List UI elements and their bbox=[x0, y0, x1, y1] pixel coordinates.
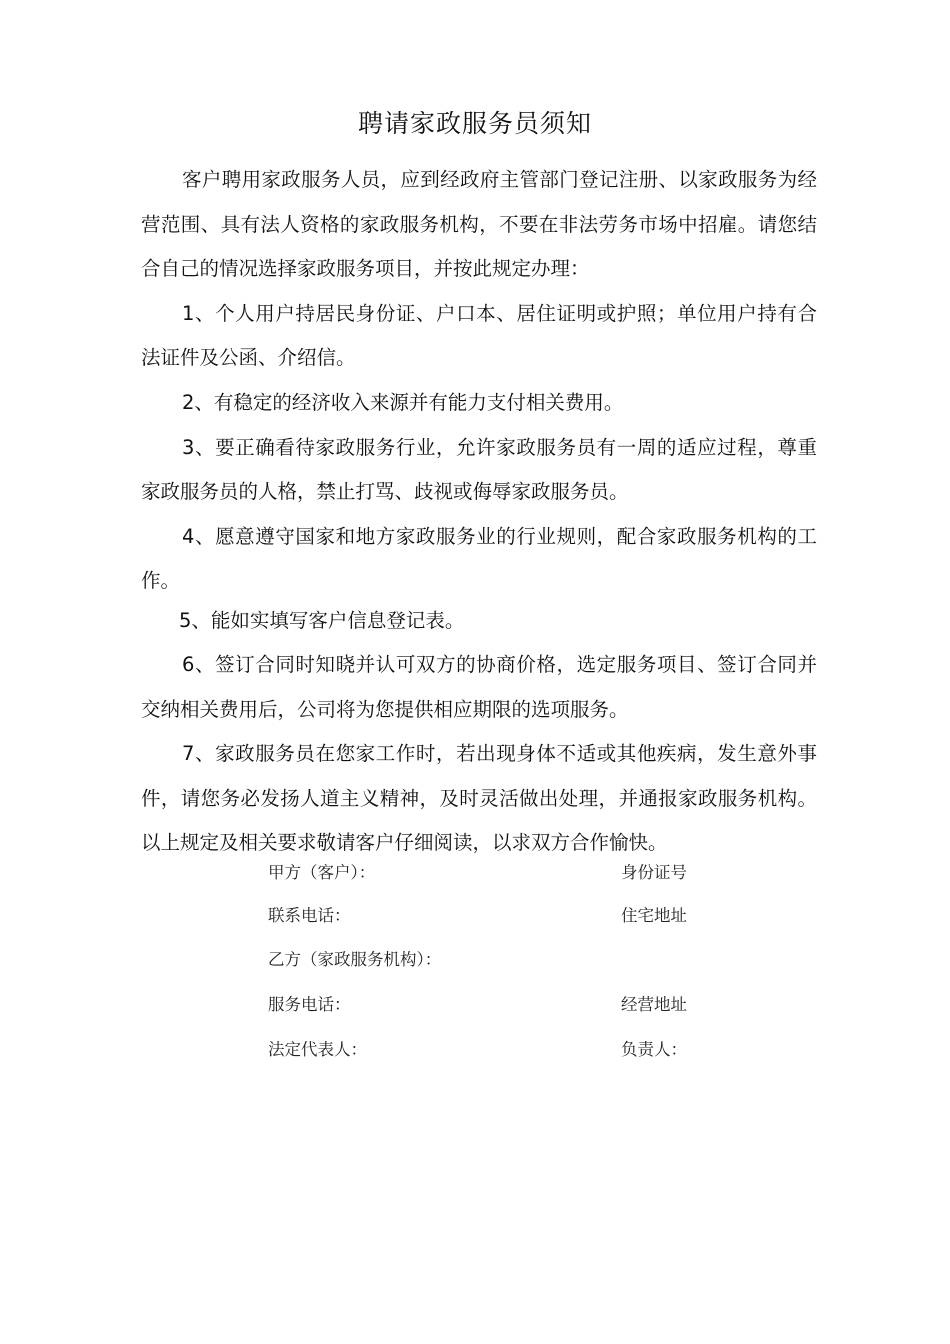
intro-paragraph: 客户聘用家政服务人员，应到经政府主管部门登记注册、以家政服务为经营范围、具有法人资格的家政服务机构，不要在非法劳务市场中招雇。请您结合自己的情况选择家政服务项目，并按此规定办理： bbox=[141, 168, 817, 281]
rule-item-5: 5、能如实填写客户信息登记表。 bbox=[179, 608, 465, 632]
party-b-label: 乙方（家政服务机构）： bbox=[268, 950, 442, 969]
person-in-charge-label: 负责人： bbox=[621, 1040, 687, 1059]
rule-item-4: 4、愿意遵守国家和地方家政服务业的行业规则，配合家政服务机构的工作。 bbox=[141, 524, 817, 593]
service-phone-label: 服务电话： bbox=[268, 995, 351, 1014]
id-number-label: 身份证号 bbox=[621, 863, 687, 882]
legal-representative-label: 法定代表人： bbox=[268, 1040, 367, 1059]
contact-phone-label: 联系电话： bbox=[268, 906, 351, 925]
party-a-label: 甲方（客户）： bbox=[268, 863, 376, 882]
business-address-label: 经营地址 bbox=[621, 995, 687, 1014]
rule-item-6: 6、签订合同时知晓并认可双方的协商价格，选定服务项目、签订合同并交纳相关费用后，公司将为您提供相应期限的选项服务。 bbox=[141, 652, 817, 721]
document-title: 聘请家政服务员须知 bbox=[357, 109, 592, 138]
home-address-label: 住宅地址 bbox=[621, 906, 687, 925]
rule-item-3: 3、要正确看待家政服务行业，允许家政服务员有一周的适应过程，尊重家政服务员的人格，禁止打骂、歧视或侮辱家政服务员。 bbox=[141, 435, 817, 504]
rule-item-7: 7、家政服务员在您家工作时，若出现身体不适或其他疾病，发生意外事件，请您务必发扬人道主义精神，及时灵活做出处理，并通报家政服务机构。以上规定及相关要求敬请客户仔细阅读，以求双方合作愉快。 bbox=[141, 742, 817, 855]
document-body bbox=[141, 158, 817, 866]
rule-item-1: 1、个人用户持居民身份证、户口本、居住证明或护照；单位用户持有合法证件及公函、介绍信。 bbox=[141, 301, 817, 370]
rule-item-2: 2、有稳定的经济收入来源并有能力支付相关费用。 bbox=[182, 390, 624, 414]
